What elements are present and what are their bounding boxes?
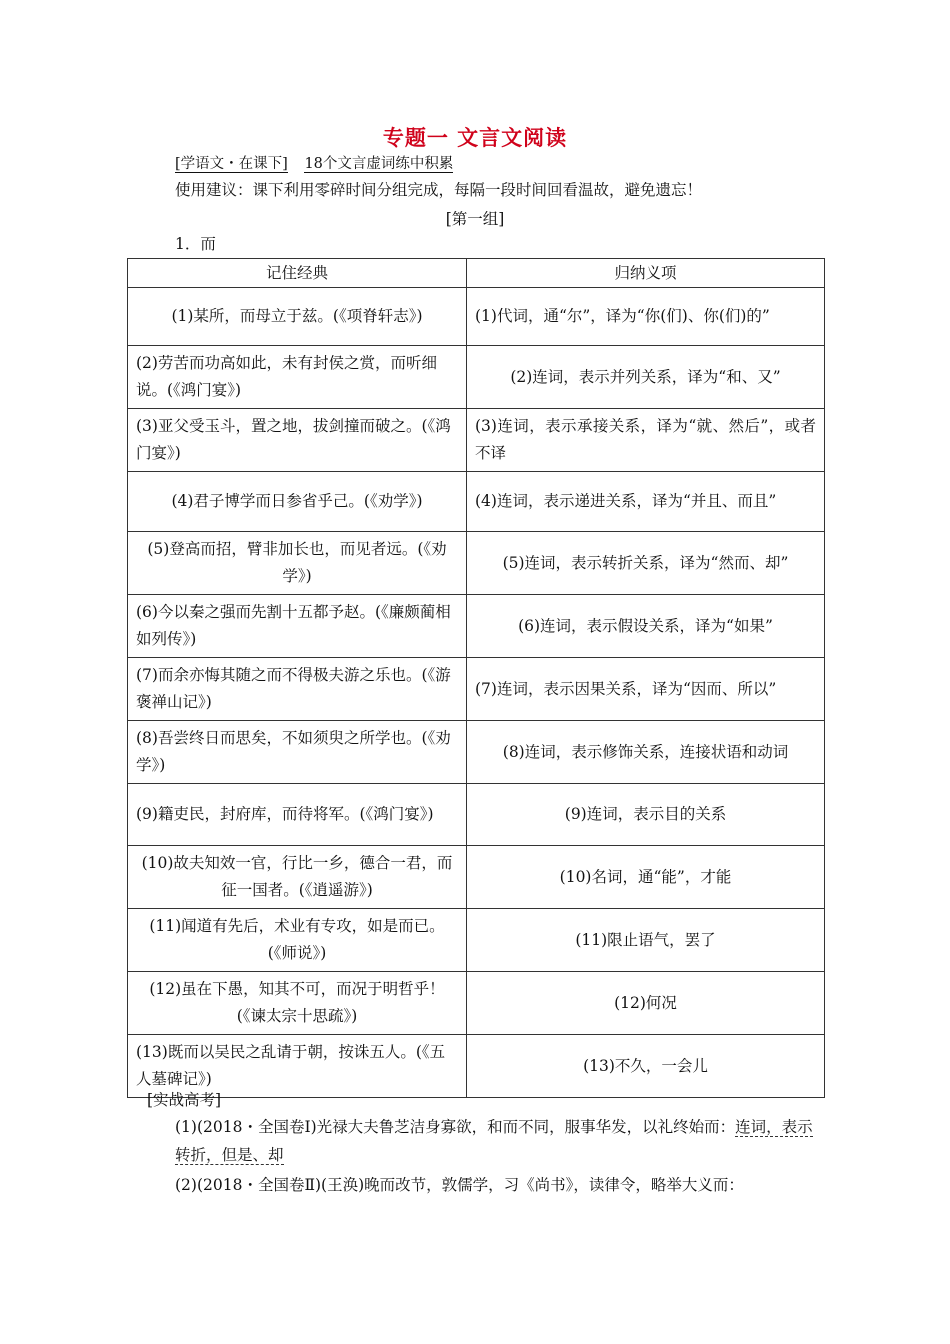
meaning-cell: (2)连词，表示并列关系，译为“和、又” bbox=[467, 346, 825, 409]
table-header-row bbox=[128, 259, 825, 288]
meaning-cell: (7)连词，表示因果关系，译为“因而、所以” bbox=[467, 658, 825, 721]
meaning-cell: (9)连词，表示目的关系 bbox=[467, 784, 825, 846]
table-row bbox=[128, 909, 825, 972]
table-row bbox=[128, 595, 825, 658]
example-cell: (3)亚父受玉斗，置之地，拔剑撞而破之。(《鸿门宴》) bbox=[128, 409, 467, 472]
header-meaning: 归纳义项 bbox=[467, 259, 825, 288]
example-cell: (2)劳苦而功高如此，未有封侯之赏，而听细说。(《鸿门宴》) bbox=[128, 346, 467, 409]
practice-label: [实战高考] bbox=[147, 1091, 222, 1109]
meaning-cell: (12)何况 bbox=[467, 972, 825, 1035]
question-1-answer: 连词，表示转折，但是、却 bbox=[175, 1118, 813, 1164]
meaning-cell: (8)连词，表示修饰关系，连接状语和动词 bbox=[467, 721, 825, 784]
table-row bbox=[128, 658, 825, 721]
example-cell: (1)某所，而母立于兹。(《项脊轩志》) bbox=[128, 288, 467, 346]
section-heading bbox=[175, 152, 453, 173]
table-row bbox=[128, 1035, 825, 1098]
example-cell: (4)君子博学而日参省乎己。(《劝学》) bbox=[128, 472, 467, 532]
meaning-cell: (4)连词，表示递进关系，译为“并且、而且” bbox=[467, 472, 825, 532]
example-cell: (9)籍吏民，封府库，而待将军。(《鸿门宴》) bbox=[128, 784, 467, 846]
example-cell: (12)虽在下愚，知其不可，而况于明哲乎！(《谏太宗十思疏》) bbox=[128, 972, 467, 1035]
example-cell: (13)既而以吴民之乱请于朝，按诛五人。(《五人墓碑记》) bbox=[128, 1035, 467, 1098]
meaning-cell: (6)连词，表示假设关系，译为“如果” bbox=[467, 595, 825, 658]
example-cell: (10)故夫知效一官，行比一乡，德合一君，而征一国者。(《逍遥游》) bbox=[128, 846, 467, 909]
header-classic: 记住经典 bbox=[128, 259, 467, 288]
table-row bbox=[128, 972, 825, 1035]
table-row bbox=[128, 288, 825, 346]
practice-question-2: (2)(2018・全国卷Ⅱ)(王涣)晚而改节，敦儒学，习《尚书》，读律令，略举大义而： bbox=[175, 1176, 744, 1194]
page-title: 专题一 文言文阅读 bbox=[382, 126, 568, 150]
meaning-cell: (11)限止语气，罢了 bbox=[467, 909, 825, 972]
meaning-cell: (3)连词，表示承接关系，译为“就、然后”，或者不译 bbox=[467, 409, 825, 472]
table-row bbox=[128, 409, 825, 472]
table-row bbox=[128, 784, 825, 846]
example-cell: (8)吾尝终日而思矣，不如须臾之所学也。(《劝学》) bbox=[128, 721, 467, 784]
meaning-cell: (13)不久，一会儿 bbox=[467, 1035, 825, 1098]
table-row bbox=[128, 721, 825, 784]
example-cell: (6)今以秦之强而先割十五都予赵。(《廉颇蔺相如列传》) bbox=[128, 595, 467, 658]
table-row bbox=[128, 472, 825, 532]
section-subtitle: 18个文言虚词练中积累 bbox=[304, 156, 454, 172]
practice-question-1 bbox=[175, 1113, 815, 1169]
meaning-cell: (10)名词，通“能”，才能 bbox=[467, 846, 825, 909]
section-tag: [学语文・在课下] bbox=[175, 156, 288, 172]
question-1-text: (1)(2018・全国卷Ⅰ)光禄大夫鲁芝洁身寡欲，和而不同，服事华发，以礼终始而： bbox=[175, 1118, 736, 1136]
meaning-cell: (1)代词，通“尔”，译为“你(们)、你(们)的” bbox=[467, 288, 825, 346]
table-row bbox=[128, 532, 825, 595]
item-title: 1．而 bbox=[175, 235, 216, 253]
table-row bbox=[128, 846, 825, 909]
group-label: [第一组] bbox=[445, 210, 505, 228]
example-cell: (7)而余亦悔其随之而不得极夫游之乐也。(《游褒禅山记》) bbox=[128, 658, 467, 721]
usage-advice: 使用建议：课下利用零碎时间分组完成，每隔一段时间回看温故，避免遗忘！ bbox=[175, 181, 703, 199]
table-row bbox=[128, 346, 825, 409]
vocab-table bbox=[127, 258, 825, 1098]
example-cell: (5)登高而招，臂非加长也，而见者远。(《劝学》) bbox=[128, 532, 467, 595]
meaning-cell: (5)连词，表示转折关系，译为“然而、却” bbox=[467, 532, 825, 595]
example-cell: (11)闻道有先后，术业有专攻，如是而已。(《师说》) bbox=[128, 909, 467, 972]
